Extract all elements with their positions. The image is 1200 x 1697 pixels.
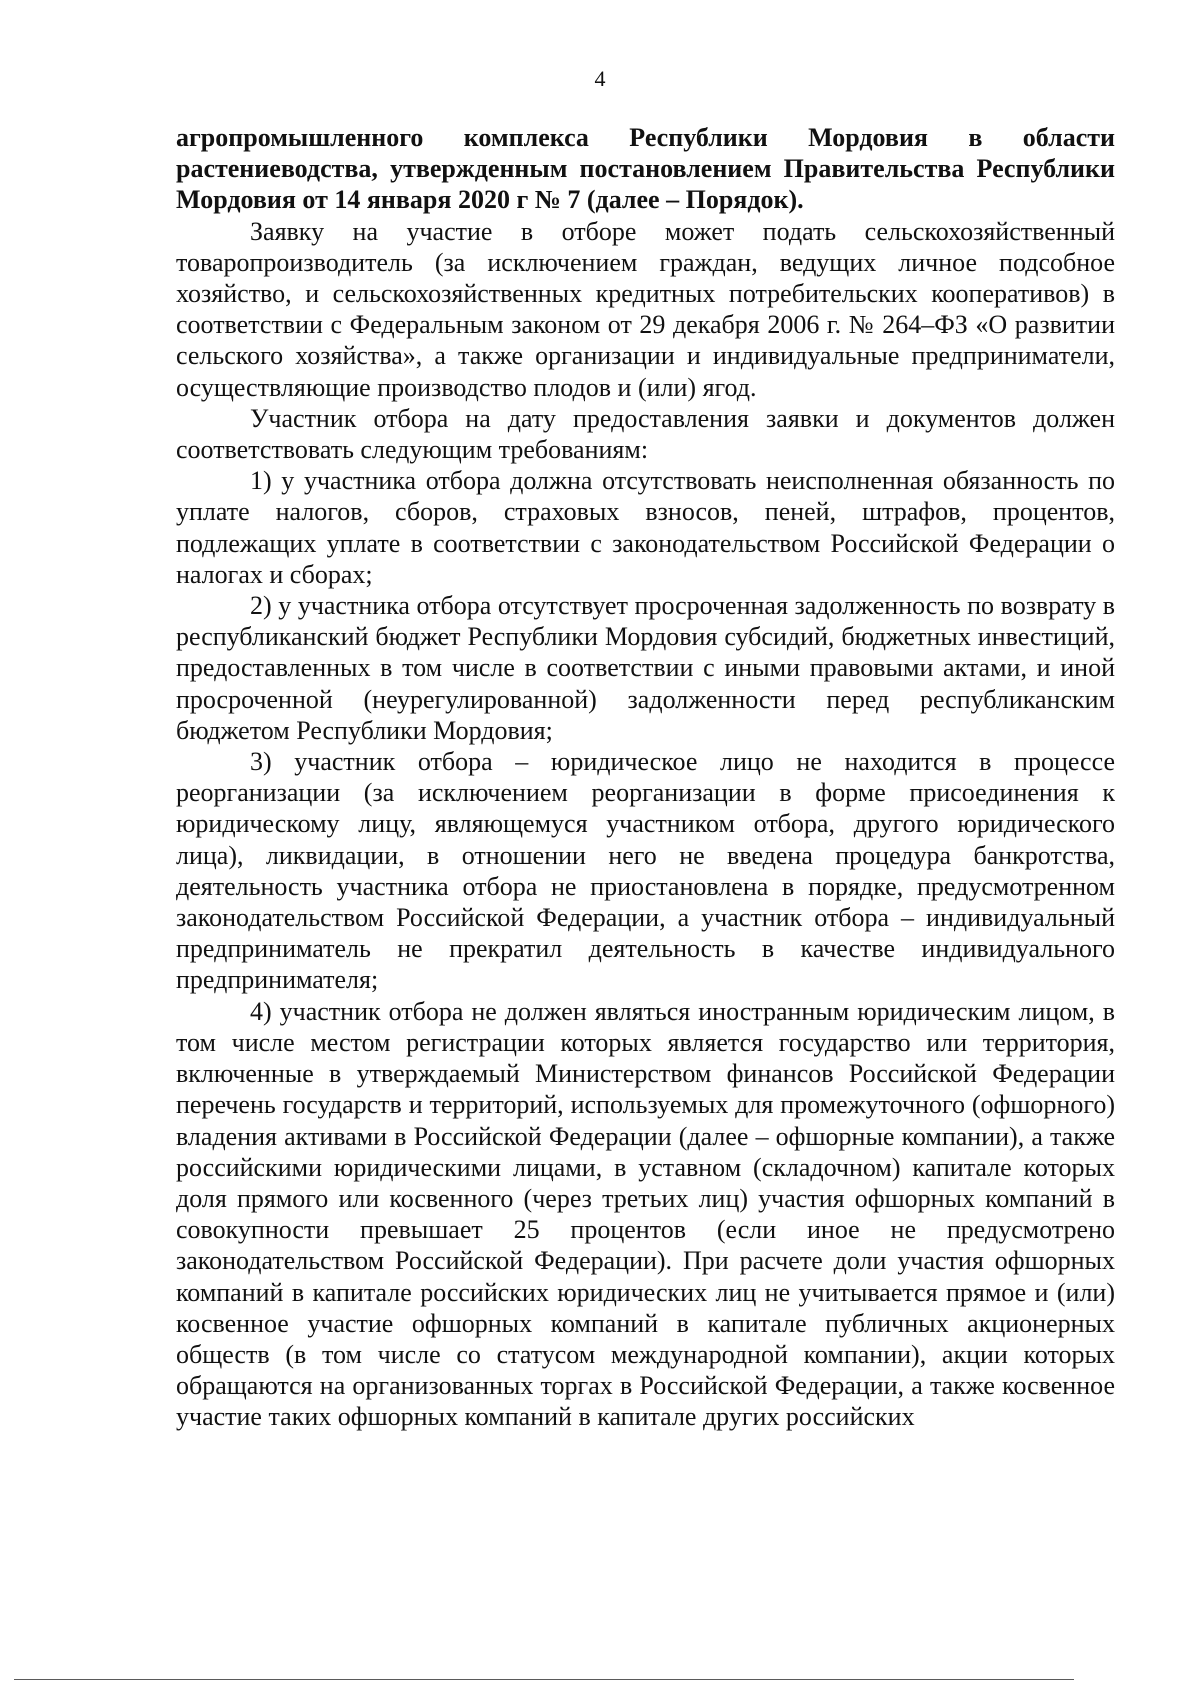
paragraph-requirement-1: 1) у участника отбора должна отсутствовать неисполненная обязанность по уплате налогов, сборов, страховых взносов, пеней, штрафов, процентов, подлежащих уплате в соответствии с законодательством Российской Федерации о налогах и сборах; bbox=[176, 466, 1115, 589]
document-body bbox=[176, 122, 1115, 1433]
paragraph-requirement-3: 3) участник отбора – юридическое лицо не находится в процессе реорганизации (за исключением реорганизации в форме присоединения к юридическому лицу, являющемуся участником отбора, другого юридического лица), ликвидации, в отношении него не введена процедура банкротства, деятельность участника отбора не приостановлена в порядке, предусмотренном законодательством Российской Федерации, а участник отбора – индивидуальный предприниматель не прекратил деятельность в качестве индивидуального предпринимателя; bbox=[176, 747, 1115, 995]
paragraph-requirements-intro: Участник отбора на дату предоставления заявки и документов должен соответствовать следующим требованиям: bbox=[176, 403, 1115, 465]
page-number: 4 bbox=[594, 66, 606, 91]
paragraph-requirement-4: 4) участник отбора не должен являться иностранным юридическим лицом, в том числе местом регистрации которых является государство или территория, включенные в утверждаемый Министерством финансов Российской Федерации перечень государств и территорий, используемых для промежуточного (офшорного) владения активами в Российской Федерации (далее – офшорные компании), а также российскими юридическими лицами, в уставном (складочном) капитале которых доля прямого или косвенного (через третьих лиц) участия офшорных компаний в совокупности превышает 25 процентов (если иное не предусмотрено законодательством Российской Федерации). При расчете доли участия офшорных компаний в капитале российских юридических лиц не учитывается прямое и (или) косвенное участие офшорных компаний в капитале публичных акционерных обществ (в том числе со статусом международной компании), акции которых обращаются на организованных торгах в Российской Федерации, а также косвенное участие таких офшорных компаний в капитале других российских bbox=[176, 996, 1115, 1432]
paragraph-application: Заявку на участие в отборе может подать сельскохозяйственный товаропроизводитель (за исключением граждан, ведущих личное подсобное хозяйство, и сельскохозяйственных кредитных потребительских кооперативов) в соответствии с Федеральным законом от 29 декабря 2006 г. № 264–ФЗ «О развитии сельского хозяйства», а также организации и индивидуальные предприниматели, осуществляющие производство плодов и (или) ягод. bbox=[176, 216, 1115, 402]
scan-bottom-edge-line bbox=[14, 1679, 1074, 1680]
paragraph-intro-bold: агропромышленного комплекса Республики Мордовия в области растениеводства, утвержденным постановлением Правительства Республики Мордовия от 14 января 2020 г № 7 (далее – Порядок). bbox=[176, 123, 1115, 215]
paragraph-requirement-2: 2) у участника отбора отсутствует просроченная задолженность по возврату в республиканский бюджет Республики Мордовия субсидий, бюджетных инвестиций, предоставленных в том числе в соответствии с иными правовыми актами, и иной просроченной (неурегулированной) задолженности перед республиканским бюджетом Республики Мордовия; bbox=[176, 591, 1115, 745]
